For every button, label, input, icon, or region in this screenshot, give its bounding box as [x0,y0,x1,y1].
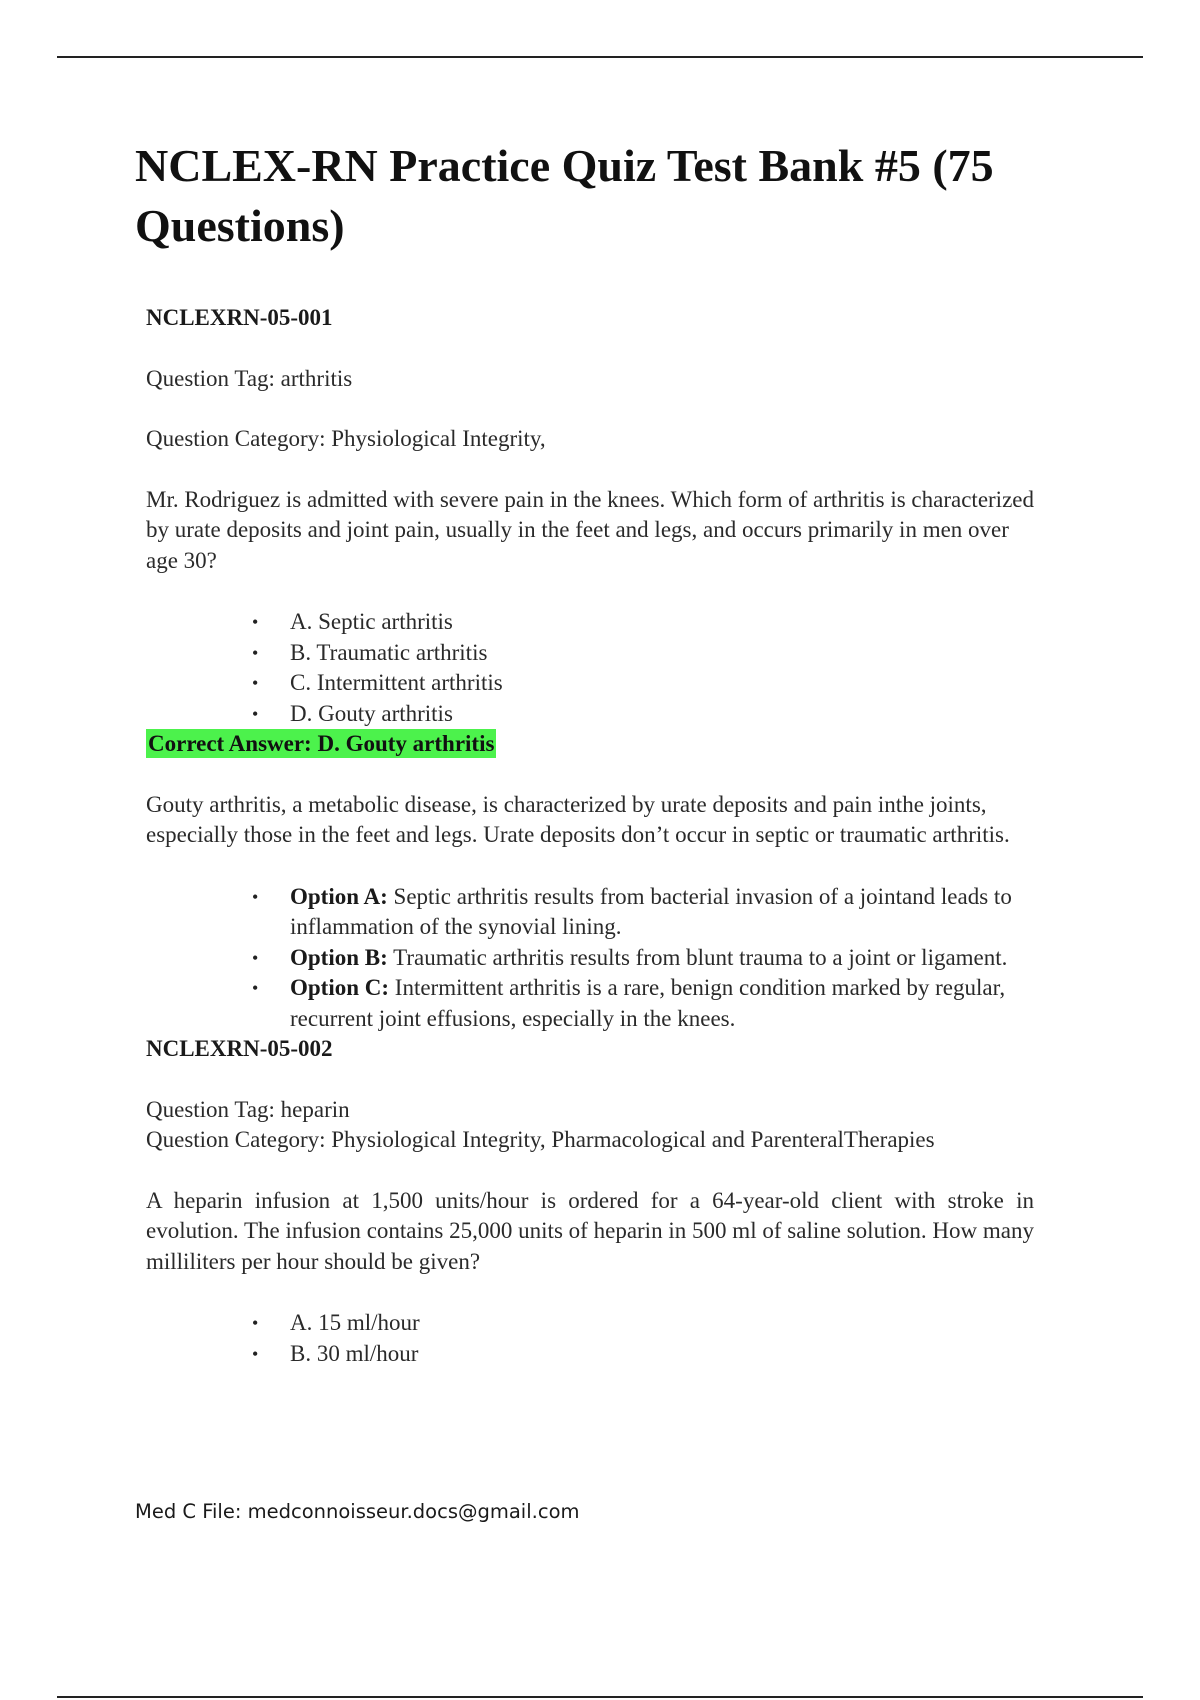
answer-option-a: • A. 15 ml/hour [290,1308,1046,1339]
rationale-text: Intermittent arthritis is a rare, benign condition marked by regular, recurrent joint effusions, especially in the knees. [290,975,1006,1031]
rationale-label: Option C: [290,975,390,1000]
page-title: NCLEX-RN Practice Quiz Test Bank #5 (75 Questions) [135,140,994,251]
correct-answer-line [146,729,1046,760]
rationale-label: Option A: [290,883,388,909]
rationale-option-c [290,973,1046,1034]
document-body [146,303,1046,1369]
footer-contact: Med C File: medconnoisseur.docs@gmail.com [135,1500,580,1523]
question-stem: A heparin infusion at 1,500 units/hour is ordered for a 64-year-old client with stroke in evolution. The infusion contains 25,000 units of heparin in 500 ml of saline solution. How many milliliters per hour should be given? [146,1187,1034,1274]
answer-option-b: • B. Traumatic arthritis [290,638,1046,669]
question-tag: Question Tag: heparin [146,1096,350,1122]
rationale-text: Septic arthritis results from bacterial invasion of a jointand leads to inflammation of the synovial lining. [290,883,1012,939]
rationale-label: Option B: [290,944,388,970]
answer-option-b: • B. 30 ml/hour [290,1339,1046,1370]
rationale-text: Traumatic arthritis results from blunt trauma to a joint or ligament. [387,944,1008,970]
rationale-option-a [290,882,1046,943]
answer-option-a: • A. Septic arthritis [290,607,1046,638]
answer-option-d: • D. Gouty arthritis [290,699,1046,730]
question-stem: Mr. Rodriguez is admitted with severe pain in the knees. Which form of arthritis is characterized by urate deposits and joint pain, usually in the feet and legs, and occurs primarily in men over age 30? [146,486,1034,573]
answer-explanation: Gouty arthritis, a metabolic disease, is characterized by urate deposits and pain inthe joints, especially those in the feet and legs. Urate deposits don’t occur in septic or traumatic arthritis. [146,791,1010,847]
question-id: NCLEXRN-05-001 [146,305,333,330]
top-rule [57,56,1143,58]
option-rationales [146,882,1046,1035]
bottom-rule [57,1696,1143,1698]
question-category: Question Category: Physiological Integrity, [146,426,546,451]
rationale-option-b [290,943,1046,974]
answer-option-c: • C. Intermittent arthritis [290,668,1046,699]
correct-answer-highlight: Correct Answer: D. Gouty arthritis [148,731,495,756]
answer-options [146,1308,1046,1369]
question-id: NCLEXRN-05-002 [146,1036,333,1061]
question-category: Question Category: Physiological Integrity, Pharmacological and ParenteralTherapies [146,1127,935,1152]
question-tag: Question Tag: arthritis [146,365,353,391]
answer-options [146,607,1046,729]
